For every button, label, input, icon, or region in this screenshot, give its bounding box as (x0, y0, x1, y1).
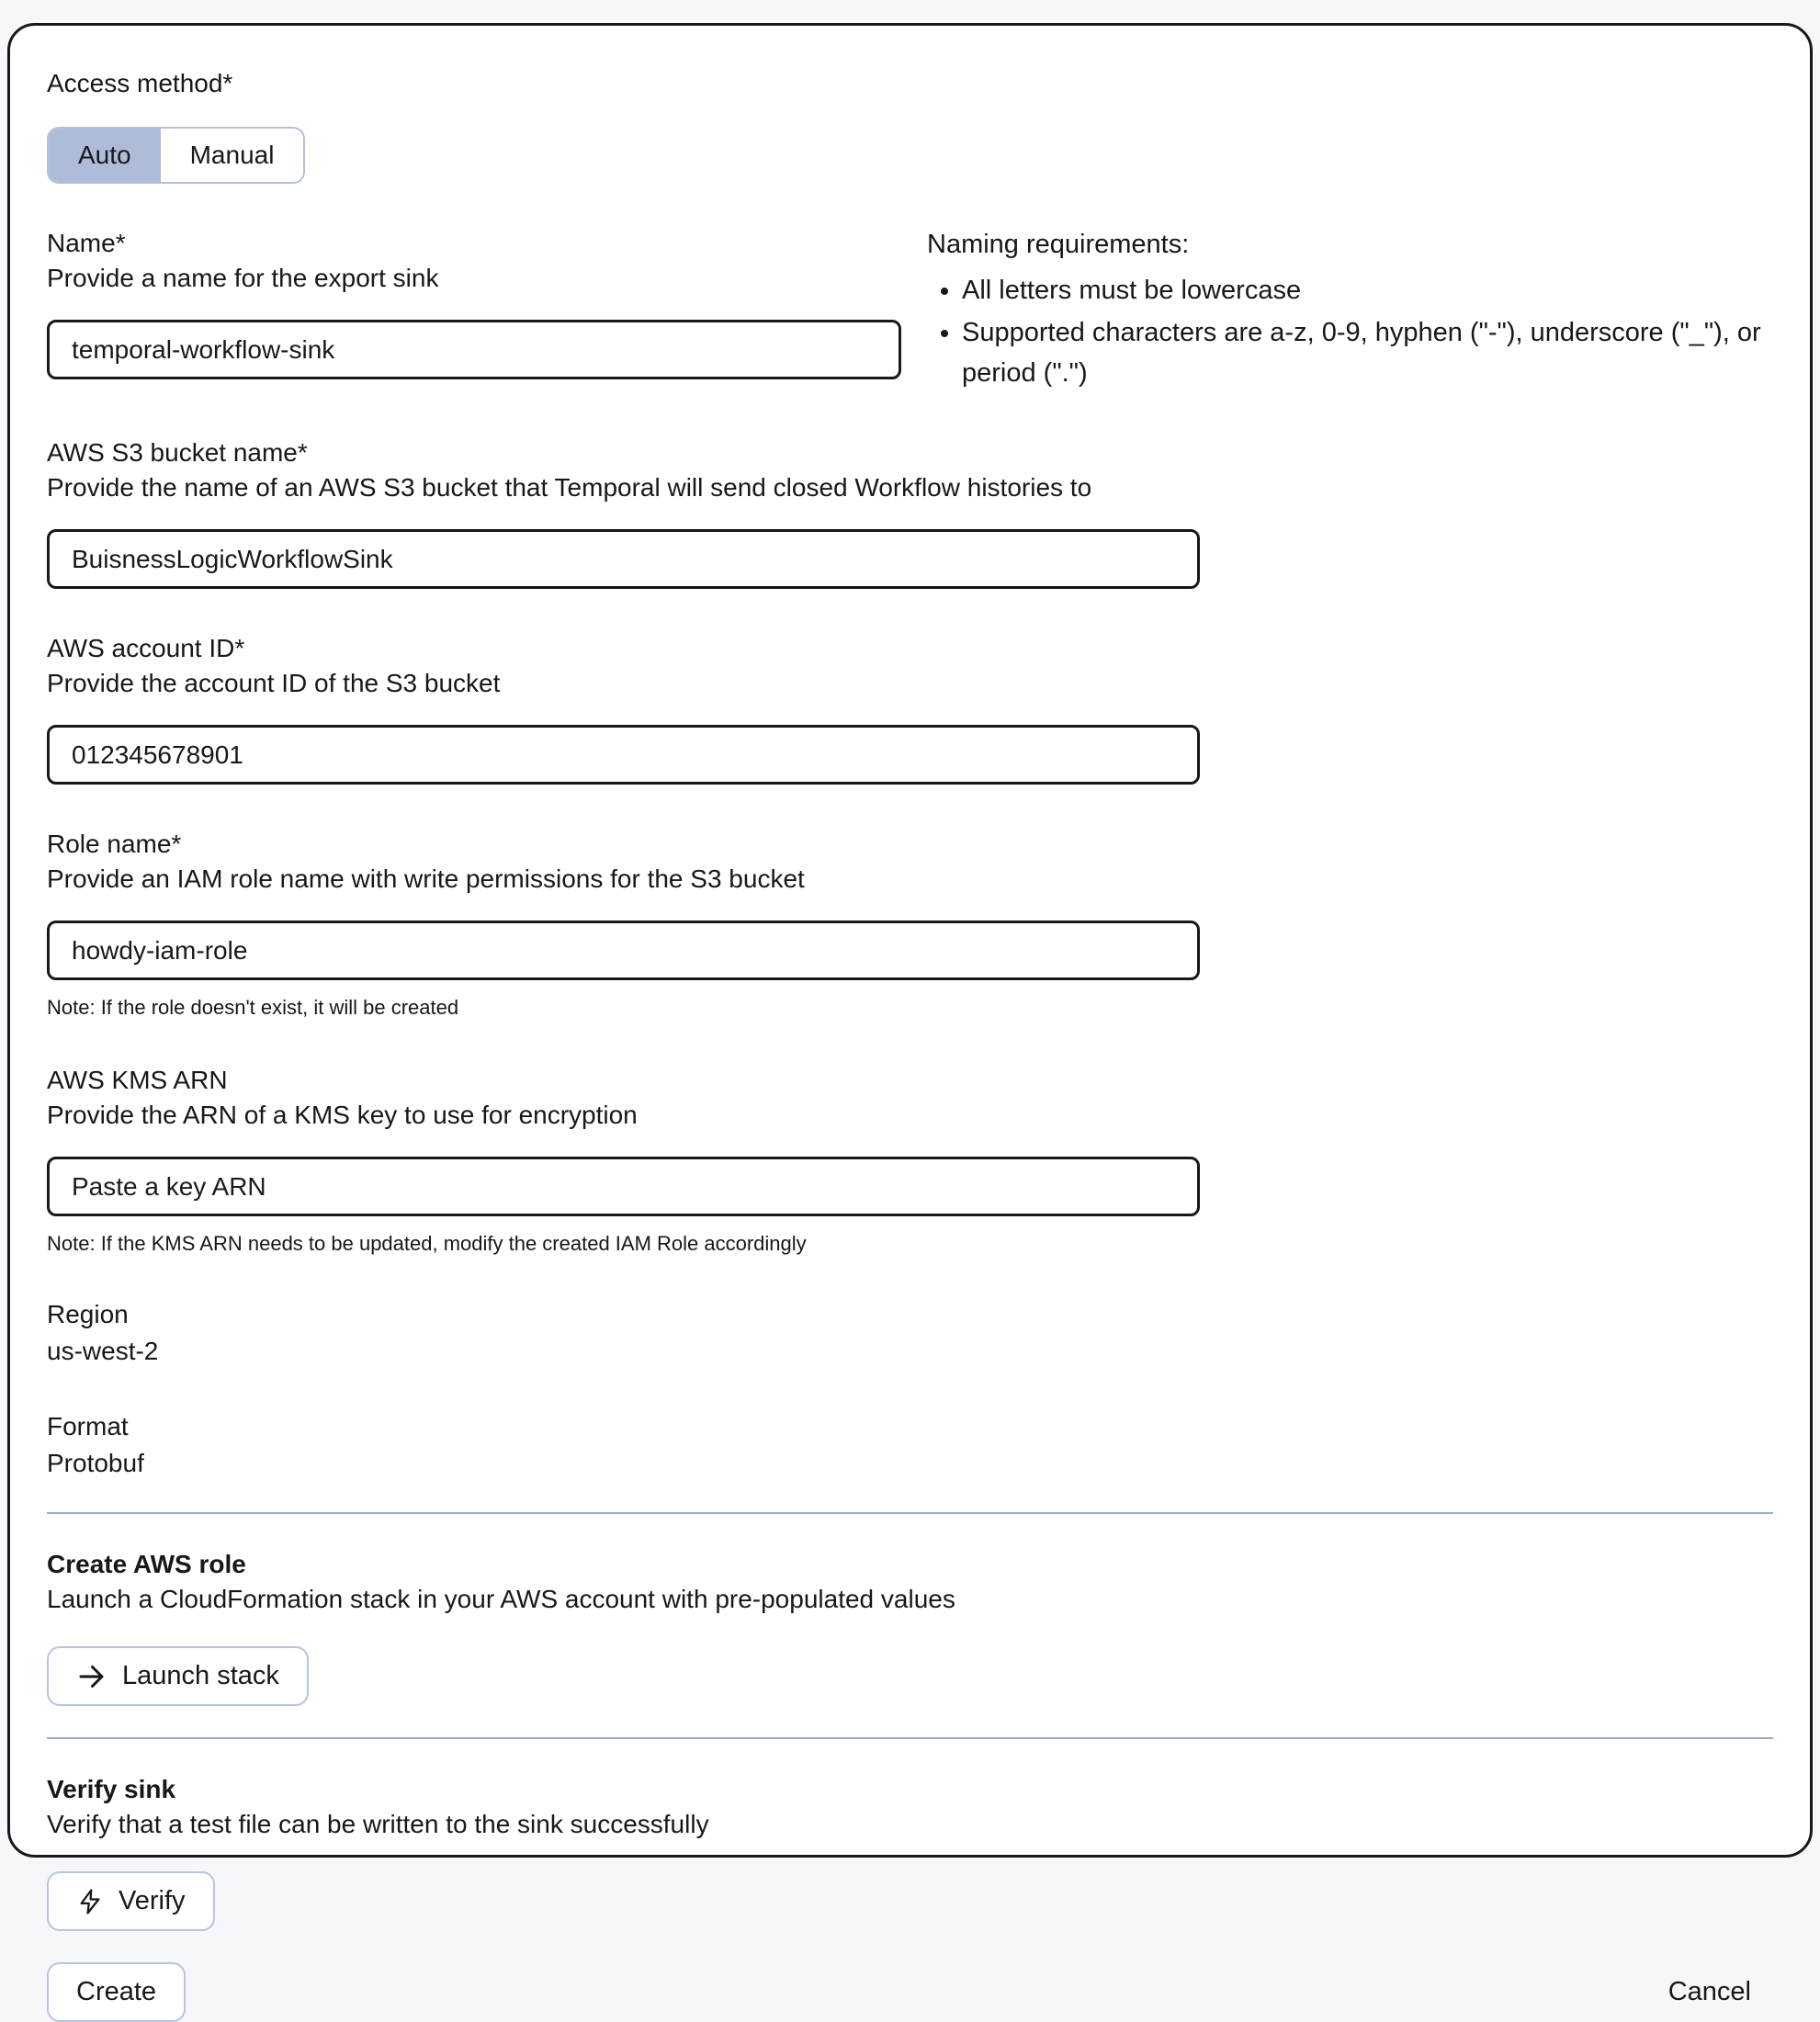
kms-arn-field (47, 1063, 1773, 1257)
verify-sink-section (47, 1772, 1773, 1931)
role-name-label: Role name* (47, 830, 182, 858)
role-name-field (47, 827, 1773, 1021)
name-input[interactable] (47, 320, 901, 379)
arrow-right-icon (76, 1661, 107, 1692)
divider (47, 1737, 1773, 1739)
s3-bucket-input[interactable] (47, 529, 1200, 589)
create-button-label: Create (76, 1977, 157, 2006)
naming-requirements-list (927, 270, 1768, 393)
name-row (47, 226, 1773, 393)
create-aws-role-description: Launch a CloudFormation stack in your AWS account with pre-populated values (47, 1585, 955, 1613)
account-id-field (47, 631, 1773, 785)
create-button[interactable] (47, 1962, 186, 2022)
naming-requirement-item: • Supported characters are a-z, 0-9, hyphen ("-"), underscore ("_"), or period (".") (962, 312, 1768, 393)
region-value: us-west-2 (47, 1337, 159, 1365)
s3-bucket-description: Provide the name of an AWS S3 bucket that Temporal will send closed Workflow histories to (47, 473, 1092, 502)
naming-requirements (927, 226, 1768, 393)
role-name-input[interactable] (47, 921, 1200, 980)
region-field (47, 1297, 1773, 1369)
s3-bucket-field (47, 435, 1773, 589)
access-method-label: Access method* (47, 69, 233, 97)
kms-arn-note: Note: If the KMS ARN needs to be updated, modify the created IAM Role accordingly (47, 1232, 807, 1255)
access-method-toggle (47, 127, 305, 184)
naming-requirement-item: • All letters must be lowercase (962, 270, 1768, 311)
create-aws-role-title: Create AWS role (47, 1550, 246, 1578)
verify-button-label: Verify (119, 1886, 186, 1915)
divider (47, 1512, 1773, 1514)
form-actions (47, 1962, 1773, 2022)
role-name-description: Provide an IAM role name with write permissions for the S3 bucket (47, 864, 805, 893)
access-method-auto-button[interactable]: Auto (49, 129, 161, 182)
launch-stack-button-label: Launch stack (122, 1661, 279, 1690)
account-id-description: Provide the account ID of the S3 bucket (47, 669, 501, 697)
export-sink-form-card (7, 23, 1813, 2006)
format-label: Format (47, 1412, 129, 1440)
verify-sink-description: Verify that a test file can be written to the sink successfully (47, 1810, 709, 1838)
kms-arn-description: Provide the ARN of a KMS key to use for encryption (47, 1101, 638, 1129)
format-value: Protobuf (47, 1449, 144, 1477)
create-aws-role-section (47, 1547, 1773, 1706)
lightning-bolt-icon (76, 1888, 104, 1915)
name-label: Name* (47, 229, 126, 257)
cancel-button[interactable]: Cancel (1667, 1977, 1751, 2006)
name-field (47, 226, 901, 379)
format-field (47, 1409, 1773, 1481)
verify-button[interactable] (47, 1871, 215, 1931)
kms-arn-input[interactable] (47, 1157, 1200, 1216)
role-name-note: Note: If the role doesn't exist, it will be created (47, 996, 459, 1019)
launch-stack-button[interactable] (47, 1646, 309, 1706)
access-method-manual-button[interactable]: Manual (161, 129, 304, 182)
region-label: Region (47, 1300, 129, 1328)
kms-arn-label: AWS KMS ARN (47, 1066, 228, 1094)
naming-requirements-title: Naming requirements: (927, 230, 1190, 259)
name-description: Provide a name for the export sink (47, 264, 439, 292)
verify-sink-title: Verify sink (47, 1775, 176, 1803)
s3-bucket-label: AWS S3 bucket name* (47, 438, 308, 467)
account-id-input[interactable] (47, 725, 1200, 785)
account-id-label: AWS account ID* (47, 634, 245, 662)
